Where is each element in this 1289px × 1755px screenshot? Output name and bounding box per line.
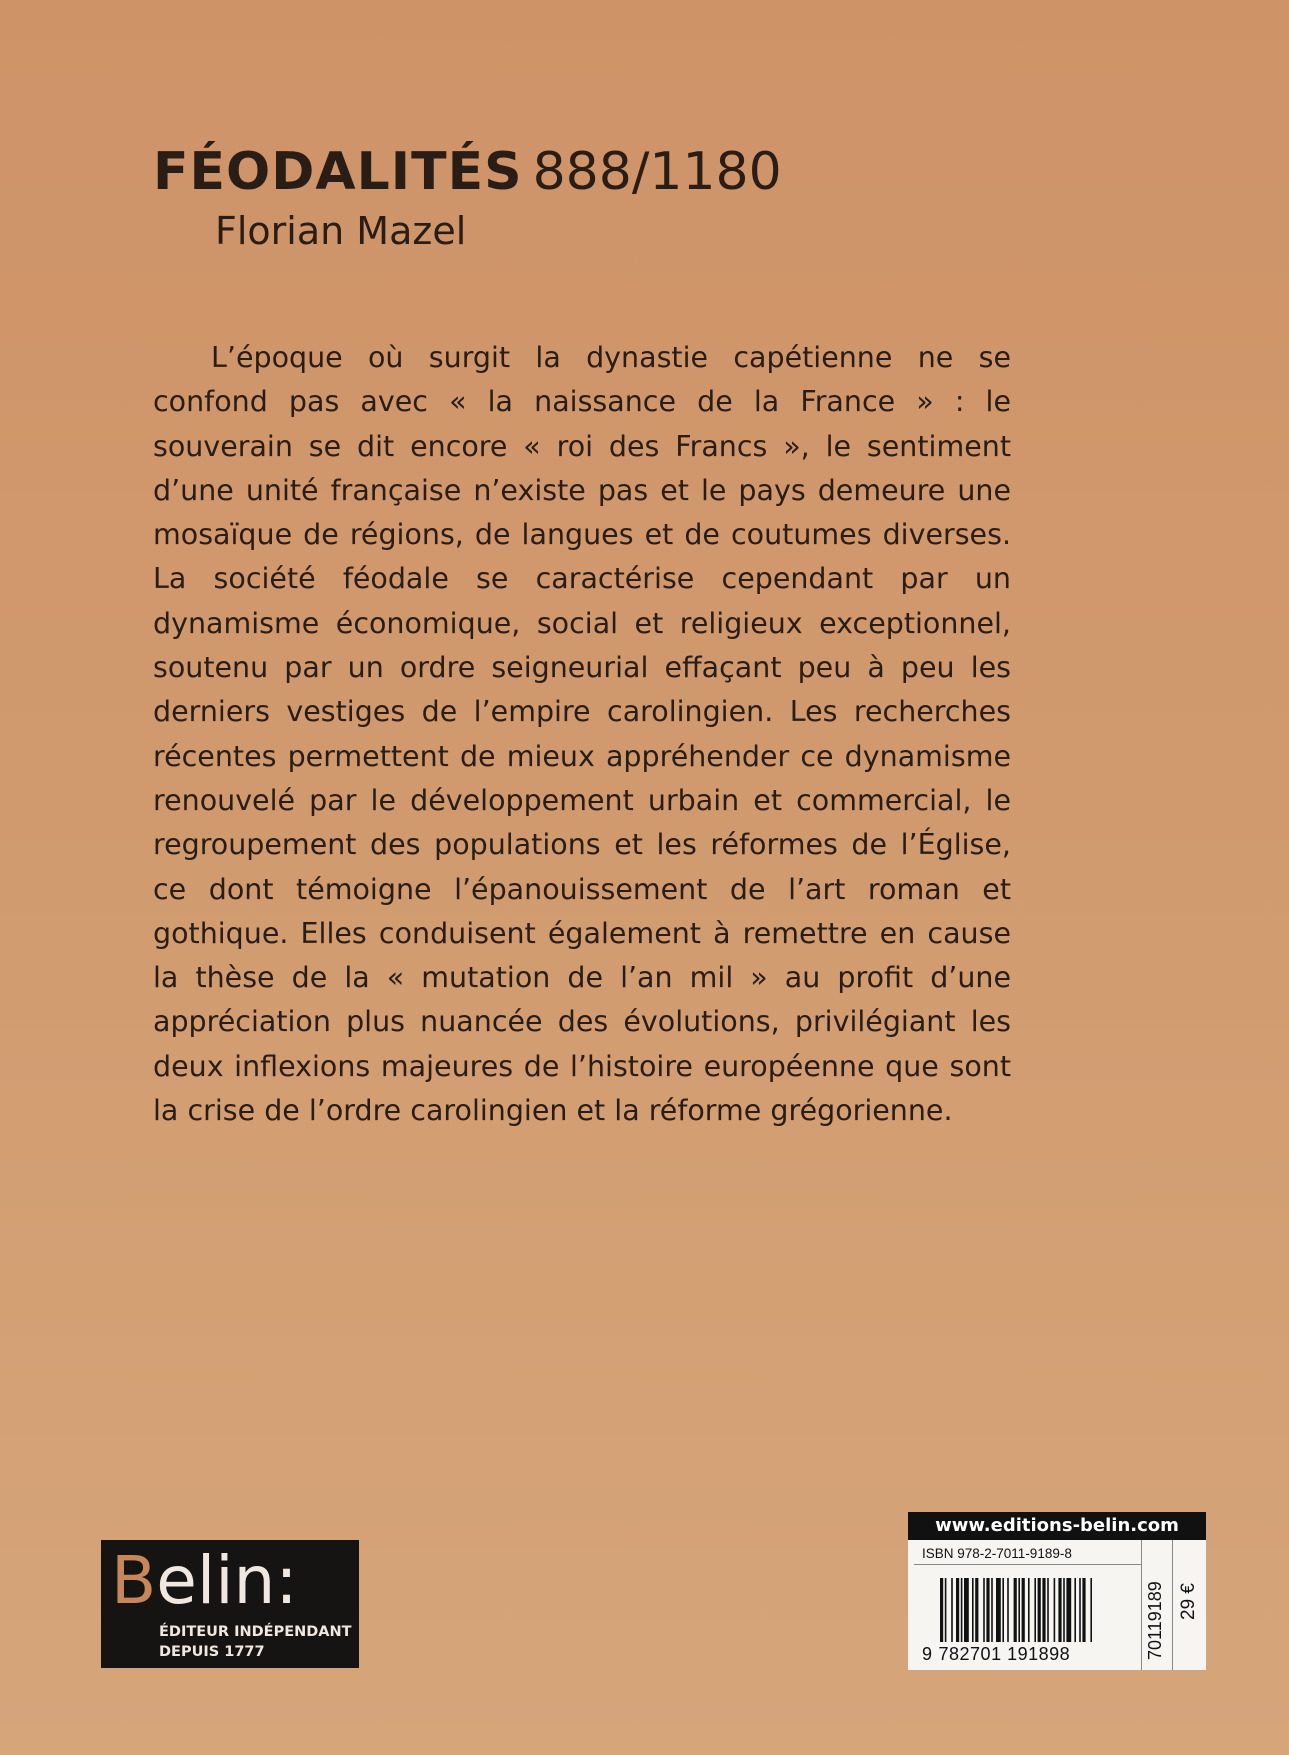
publisher-url: www.editions-belin.com (908, 1512, 1206, 1540)
isbn-text: ISBN 978-2-7011-9189-8 (922, 1546, 1072, 1561)
price-label: 29 € (1178, 1583, 1199, 1620)
book-title (153, 140, 782, 204)
barcode-image (940, 1578, 1130, 1642)
logo-tagline: ÉDITEUR INDÉPENDANT DEPUIS 1777 (159, 1624, 352, 1660)
publisher-logo (101, 1540, 359, 1668)
title-block (153, 140, 782, 204)
barcode-panel (908, 1540, 1206, 1670)
barcode-block (908, 1512, 1206, 1670)
author-name: Florian Mazel (215, 209, 467, 253)
barcode-digits: 9 782701 191898 (922, 1644, 1071, 1664)
title-main: FÉODALITÉS (153, 142, 523, 202)
vertical-code: 70119189 (1145, 1581, 1165, 1660)
back-cover-blurb: L’époque où surgit la dynastie capétienne ne se confond pas avec « la naissance de la France » : le souverain se dit encore « roi des Francs », le sentiment d’une unité française n’existe pas et le pays demeure une mosaïque de régions, de langues et de coutumes diverses. La société féodale se caractérise cependant par un dynamisme économique, social et religieux exceptionnel, soutenu par un ordre seigneurial effaçant peu à peu les derniers vestiges de l’empire carolingien. Les recherches récentes permettent de mieux appréhender ce dynamisme renouvelé par le développement urbain et commercial, le regroupement des populations et les réformes de l’Église, ce dont témoigne l’épanouissement de l’art roman et gothique. Elles conduisent également à remettre en cause la thèse de la « mutation de l’an mil » au profit d’une appréciation plus nuancée des évolutions, privilégiant les deux inflexions majeures de l’histoire européenne que sont la crise de l’ordre carolingien et la réforme grégorienne. (153, 341, 1011, 1128)
title-dates: 888/1180 (532, 142, 782, 202)
logo-wordmark: Belin: (111, 1542, 298, 1619)
